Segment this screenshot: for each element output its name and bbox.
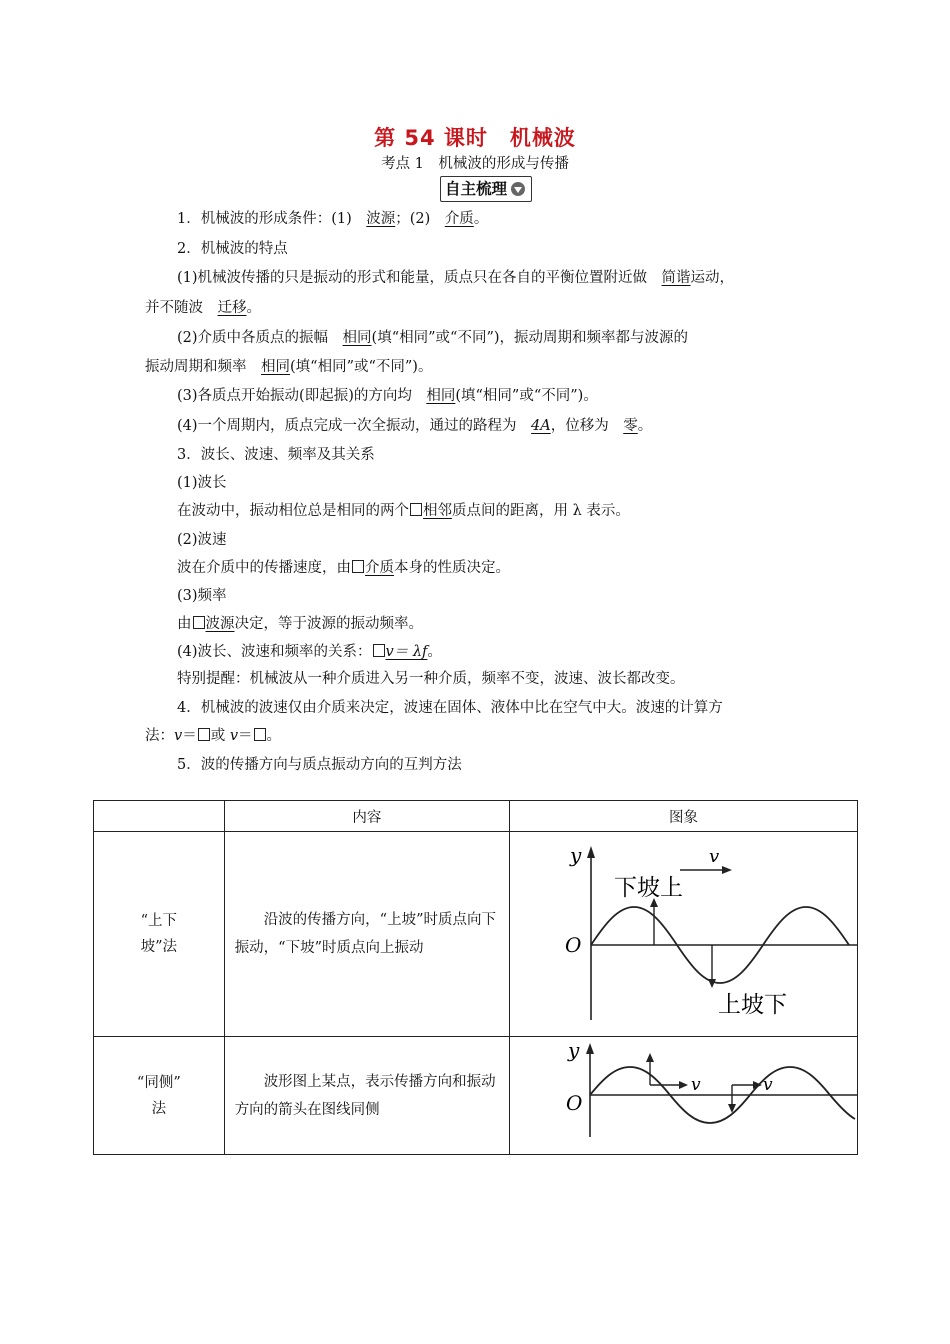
badge-label: 自主梳理	[445, 180, 508, 198]
text-line: (1)波长	[177, 475, 227, 491]
text-line: (4)一个周期内，质点完成一次全振动，通过的路程为 4A，位移为 零。	[177, 418, 653, 434]
graph-label-top: 下坡上	[614, 875, 683, 901]
table-header-cell	[94, 801, 225, 832]
blank-box	[193, 616, 205, 629]
table-header-cell: 内容	[224, 801, 509, 832]
text-line: 4．机械波的波速仅由介质来决定，波速在固体、液体中比在空气中大。波速的计算方	[177, 700, 723, 716]
text-line: (4)波长、波速和频率的关系： v＝ λf。	[177, 644, 442, 660]
velocity-label: v	[709, 846, 720, 867]
y-axis-label: y	[570, 843, 582, 867]
table-row	[94, 832, 858, 1037]
table-header-row	[94, 801, 858, 832]
table-row	[94, 1037, 858, 1155]
text-line: (2)波速	[177, 532, 227, 548]
method-table	[93, 800, 858, 1155]
wave-graph-cell	[510, 832, 858, 1037]
text-line: (3)频率	[177, 588, 227, 604]
origin-label: O	[565, 933, 582, 957]
text-line: (1)机械波传播的只是振动的形式和能量，质点只在各自的平衡位置附近做 简谐运动，	[177, 270, 735, 286]
text-line: (2)介质中各质点的振幅 相同(填“相同”或“不同”)，振动周期和频率都与波源的	[177, 330, 689, 346]
blank-box	[352, 560, 364, 573]
blank-box	[373, 644, 385, 657]
text-line: 法：v＝ 或 v＝ 。	[145, 728, 282, 744]
method-content-cell: 沿波的传播方向，“上坡”时质点向下振动，“下坡”时质点向上振动	[224, 832, 509, 1037]
text-line: 特别提醒：机械波从一种介质进入另一种介质，频率不变，波速、波长都改变。	[177, 671, 685, 687]
y-axis-label: y	[568, 1038, 580, 1062]
text-line: 1．机械波的形成条件：(1) 波源；(2) 介质。	[177, 211, 489, 227]
page-title: 第 54 课时 机械波	[374, 126, 576, 150]
velocity-label: v	[691, 1075, 701, 1095]
wave-graph-same-side	[510, 1037, 857, 1150]
blank-box	[198, 728, 210, 741]
self-review-badge	[440, 176, 532, 202]
graph-label-bottom: 上坡下	[718, 992, 787, 1018]
section-subtitle: 考点 1 机械波的形成与传播	[381, 156, 569, 172]
text-line: 振动周期和频率 相同(填“相同”或“不同”)。	[145, 359, 433, 375]
origin-label: O	[566, 1091, 583, 1115]
wave-graph-cell	[510, 1037, 858, 1155]
text-line: 由 波源决定，等于波源的振动频率。	[177, 616, 423, 632]
table-header-cell: 图象	[510, 801, 858, 832]
method-name-cell: “上下 坡”法	[94, 832, 225, 1037]
text-line: (3)各质点开始振动(即起振)的方向均 相同(填“相同”或“不同”)。	[177, 388, 598, 404]
text-line: 波在介质中的传播速度，由 介质本身的性质决定。	[177, 560, 510, 576]
blank-box	[410, 503, 422, 516]
method-content-cell: 波形图上某点，表示传播方向和振动方向的箭头在图线同侧	[224, 1037, 509, 1155]
text-line: 在波动中，振动相位总是相同的两个 相邻质点间的距离，用 λ 表示。	[177, 503, 630, 519]
wave-graph-slope	[510, 832, 857, 1032]
text-line: 并不随波 迁移。	[145, 300, 261, 316]
chevron-down-icon	[511, 182, 525, 196]
text-line: 2．机械波的特点	[177, 241, 288, 257]
text-line: 5．波的传播方向与质点振动方向的互判方法	[177, 757, 462, 773]
method-name-cell: “同侧” 法	[94, 1037, 225, 1155]
text-line: 3．波长、波速、频率及其关系	[177, 447, 375, 463]
blank-box	[254, 728, 266, 741]
velocity-label: v	[763, 1075, 773, 1095]
